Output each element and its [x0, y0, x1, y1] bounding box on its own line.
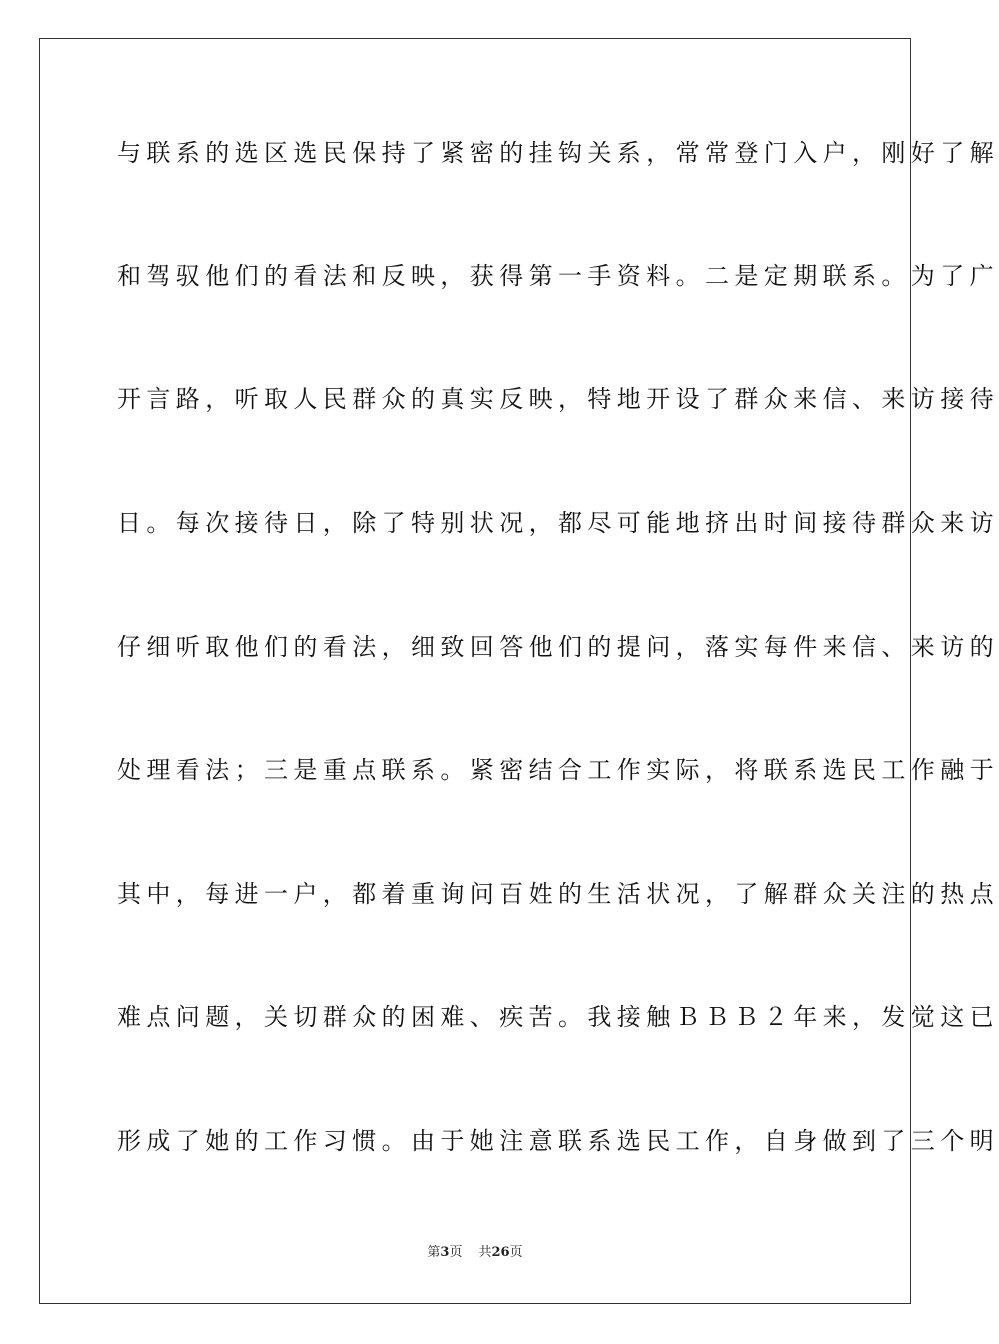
text-line: 处理看法；三是重点联系。紧密结合工作实际，将联系选民工作融于: [117, 756, 999, 784]
text-line: 形成了她的工作习惯。由于她注意联系选民工作，自身做到了三个明: [117, 1127, 999, 1155]
total-label-suffix: 页: [509, 1245, 523, 1260]
text-line: 开言路，听取人民群众的真实反映，特地开设了群众来信、来访接待: [117, 385, 999, 413]
page-label-suffix: 页: [449, 1245, 463, 1260]
page-label-prefix: 第: [427, 1245, 441, 1260]
text-line: 仔细听取他们的看法，细致回答他们的提问，落实每件来信、来访的: [117, 633, 999, 661]
page-footer: [0, 1245, 950, 1261]
text-line: 与联系的选区选民保持了紧密的挂钩关系，常常登门入户，刚好了解: [117, 139, 999, 167]
total-pages: 26: [491, 1245, 510, 1260]
text-line: 难点问题，关切群众的困难、疾苦。我接触ＢＢＢ２年来，发觉这已: [117, 1003, 999, 1031]
text-line: 和驾驭他们的看法和反映，获得第一手资料。二是定期联系。为了广: [117, 262, 999, 290]
total-label-prefix: 共: [478, 1245, 492, 1260]
page-number: 3: [440, 1245, 450, 1260]
text-line: 日。每次接待日，除了特别状况，都尽可能地挤出时间接待群众来访: [117, 509, 999, 537]
text-line: 其中，每进一户，都着重询问百姓的生活状况，了解群众关注的热点: [117, 880, 999, 908]
page-border: [39, 38, 999, 1304]
